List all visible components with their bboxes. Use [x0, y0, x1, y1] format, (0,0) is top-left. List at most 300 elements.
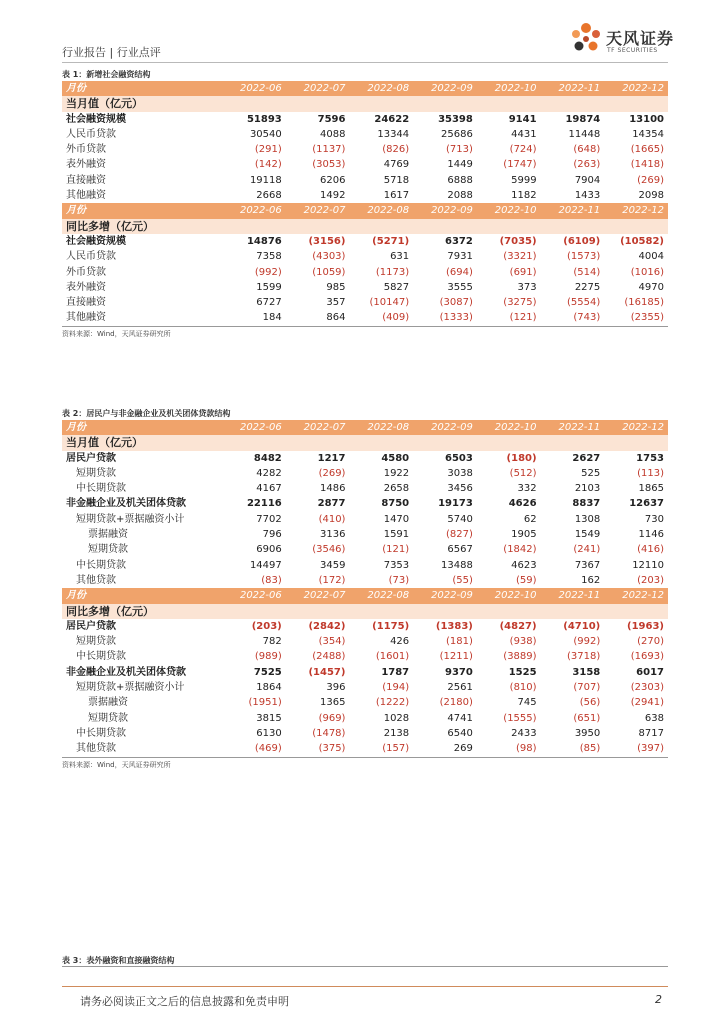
row-label: 中长期贷款	[76, 483, 126, 495]
value-cell: (1175)	[372, 620, 410, 632]
table-row	[62, 680, 668, 695]
value-cell: 985	[326, 281, 346, 293]
value-cell: 25686	[441, 128, 473, 140]
value-cell: 3456	[447, 483, 473, 495]
value-cell: 22116	[246, 498, 282, 510]
table-row	[62, 234, 668, 249]
value-cell: (354)	[318, 636, 346, 648]
value-cell: 19874	[565, 113, 601, 125]
value-cell: (85)	[541, 741, 605, 757]
value-cell: 3038	[447, 467, 473, 479]
table-row	[62, 695, 668, 710]
value-cell: 35398	[438, 113, 473, 125]
value-cell: 8717	[638, 727, 664, 739]
table-row	[62, 280, 668, 295]
value-cell: 3815	[256, 712, 282, 724]
value-cell: (172)	[318, 574, 346, 586]
value-cell: 1525	[508, 666, 537, 678]
month-header-row	[62, 203, 668, 218]
section-header-row	[62, 96, 668, 111]
value-cell: 6503	[445, 452, 473, 464]
value-cell: 1599	[256, 281, 282, 293]
value-cell: 4580	[381, 452, 410, 464]
value-cell: 631	[390, 251, 410, 263]
table-row	[62, 481, 668, 496]
value-cell: 11448	[568, 128, 601, 140]
row-label: 人民币贷款	[66, 128, 116, 140]
value-cell: 4741	[447, 712, 473, 724]
value-cell: (3718)	[567, 651, 601, 663]
table2-grid	[62, 420, 668, 758]
value-cell: (291)	[254, 144, 282, 156]
section-header-row	[62, 219, 668, 234]
value-cell: (203)	[251, 620, 282, 632]
value-cell: 1905	[511, 529, 537, 541]
header-divider	[62, 62, 668, 63]
value-cell: (1665)	[630, 144, 664, 156]
value-cell: 6888	[447, 174, 473, 186]
value-cell: (826)	[382, 144, 410, 156]
value-cell: 7367	[574, 559, 601, 571]
value-cell: (691)	[509, 266, 537, 278]
table1-grid	[62, 81, 668, 327]
month-header-cell: 2022-06	[222, 203, 286, 218]
value-cell: (743)	[541, 310, 605, 326]
value-cell: 4626	[508, 498, 537, 510]
value-cell: 864	[286, 310, 350, 326]
value-cell: (1222)	[375, 697, 410, 709]
value-cell: (1747)	[503, 159, 537, 171]
value-cell: 2433	[511, 727, 537, 739]
table1-source: 资料来源：Wind，天风证券研究所	[62, 329, 171, 338]
value-cell: 1433	[574, 190, 601, 202]
value-cell: (4827)	[499, 620, 537, 632]
value-cell: 1753	[636, 452, 664, 464]
value-cell: (83)	[261, 574, 282, 586]
row-label: 短期贷款	[76, 467, 116, 479]
month-header-cell: 2022-06	[222, 81, 286, 96]
value-cell: 2877	[317, 498, 346, 510]
brand-name-en: TF SECURITIES	[607, 47, 658, 54]
month-header-cell: 2022-11	[541, 588, 605, 603]
value-cell: 7596	[317, 113, 346, 125]
table-row	[62, 265, 668, 280]
footer-divider	[62, 986, 668, 987]
value-cell: (1137)	[312, 144, 346, 156]
brand-name: 天风证券	[606, 29, 675, 48]
table-row	[62, 310, 668, 326]
value-cell: 6017	[636, 666, 664, 678]
table-row	[62, 249, 668, 264]
value-cell: (3321)	[503, 251, 537, 263]
table-row	[62, 112, 668, 127]
value-cell: (1333)	[413, 310, 477, 326]
month-header-label: 月份	[62, 588, 222, 603]
table-row	[62, 558, 668, 573]
month-header-cell: 2022-09	[413, 203, 477, 218]
value-cell: (5554)	[567, 297, 601, 309]
value-cell: 269	[413, 741, 477, 757]
value-cell: (2355)	[604, 310, 668, 326]
value-cell: 12637	[629, 498, 664, 510]
value-cell: (3889)	[503, 651, 537, 663]
value-cell: (203)	[637, 574, 664, 586]
month-header-cell: 2022-06	[222, 420, 286, 435]
value-cell: 8482	[253, 452, 282, 464]
value-cell: 3136	[320, 529, 346, 541]
row-label: 表外融资	[66, 281, 106, 293]
value-cell: 51893	[246, 113, 282, 125]
value-cell: (4303)	[312, 251, 346, 263]
value-cell: 162	[581, 574, 601, 586]
value-cell: 1591	[383, 529, 410, 541]
table-row	[62, 142, 668, 157]
value-cell: (181)	[445, 636, 473, 648]
value-cell: 2088	[447, 190, 473, 202]
table-row	[62, 451, 668, 466]
section-header-row	[62, 604, 668, 619]
row-label: 直接融资	[66, 174, 106, 186]
value-cell: 3950	[574, 727, 601, 739]
value-cell: (59)	[516, 574, 537, 586]
month-header-cell: 2022-12	[604, 203, 668, 218]
value-cell: 13344	[377, 128, 410, 140]
value-cell: 4088	[320, 128, 346, 140]
value-cell: (514)	[573, 266, 601, 278]
value-cell: (992)	[573, 636, 601, 648]
value-cell: 9370	[445, 666, 473, 678]
value-cell: 19173	[438, 498, 473, 510]
row-label: 短期贷款	[76, 636, 116, 648]
value-cell: (2303)	[630, 682, 664, 694]
value-cell: 7353	[383, 559, 410, 571]
value-cell: (512)	[509, 467, 537, 479]
value-cell: 184	[222, 310, 286, 326]
value-cell: (410)	[318, 513, 346, 525]
table-row	[62, 295, 668, 310]
month-header-cell: 2022-10	[477, 588, 541, 603]
value-cell: 1217	[317, 452, 346, 464]
value-cell: (989)	[254, 651, 282, 663]
value-cell: 7931	[447, 251, 473, 263]
row-label: 直接融资	[66, 297, 106, 309]
value-cell: 782	[262, 636, 282, 648]
value-cell: (269)	[318, 467, 346, 479]
month-header-label: 月份	[62, 81, 222, 96]
value-cell: (5271)	[372, 235, 410, 247]
value-cell: (3546)	[312, 544, 346, 556]
row-label: 其他贷款	[76, 574, 116, 586]
value-cell: 2103	[574, 483, 601, 495]
value-cell: (1016)	[630, 266, 664, 278]
value-cell: (724)	[509, 144, 537, 156]
value-cell: (4710)	[563, 620, 601, 632]
value-cell: 5827	[383, 281, 410, 293]
brand-logo	[566, 18, 676, 58]
value-cell: 2561	[447, 682, 473, 694]
month-header-cell: 2022-07	[286, 81, 350, 96]
value-cell: (938)	[509, 636, 537, 648]
month-header-cell: 2022-12	[604, 81, 668, 96]
table-row	[62, 711, 668, 726]
value-cell: 7702	[256, 513, 282, 525]
value-cell: 4431	[511, 128, 537, 140]
disclaimer: 请务必阅读正文之后的信息披露和免责申明	[80, 995, 289, 1008]
value-cell: 5740	[447, 513, 473, 525]
value-cell: (2180)	[439, 697, 473, 709]
row-label: 表外融资	[66, 159, 106, 171]
value-cell: (416)	[637, 544, 664, 556]
month-header-label: 月份	[62, 203, 222, 218]
month-header-cell: 2022-07	[286, 588, 350, 603]
row-label: 其他贷款	[62, 741, 222, 757]
value-cell: (651)	[573, 712, 601, 724]
value-cell: (707)	[573, 682, 601, 694]
value-cell: (56)	[579, 697, 601, 709]
value-cell: (121)	[477, 310, 541, 326]
value-cell: (1383)	[435, 620, 473, 632]
table-row	[62, 527, 668, 542]
section-header-label: 同比多增（亿元）	[62, 604, 668, 619]
value-cell: (1418)	[630, 159, 664, 171]
value-cell: (1059)	[312, 266, 346, 278]
table-row	[62, 127, 668, 142]
table-row	[62, 542, 668, 557]
value-cell: 19118	[249, 174, 282, 186]
value-cell: 4769	[383, 159, 410, 171]
value-cell: 13488	[441, 559, 473, 571]
value-cell: 8750	[381, 498, 410, 510]
row-label: 中长期贷款	[76, 559, 126, 571]
value-cell: 1308	[574, 513, 601, 525]
row-label: 居民户贷款	[66, 620, 116, 632]
value-cell: (113)	[637, 467, 664, 479]
value-cell: 6372	[445, 235, 473, 247]
month-header-row	[62, 81, 668, 96]
value-cell: 2627	[572, 452, 601, 464]
section-header-label: 同比多增（亿元）	[62, 219, 668, 234]
value-cell: (992)	[254, 266, 282, 278]
value-cell: 332	[517, 483, 537, 495]
table2	[62, 407, 668, 770]
value-cell: 4167	[256, 483, 282, 495]
value-cell: 30540	[249, 128, 282, 140]
value-cell: (469)	[222, 741, 286, 757]
table-row	[62, 496, 668, 511]
value-cell: 8837	[572, 498, 601, 510]
value-cell: (269)	[637, 174, 664, 186]
month-header-cell: 2022-08	[349, 203, 413, 218]
table-row	[62, 665, 668, 680]
month-header-cell: 2022-12	[604, 588, 668, 603]
table-row	[62, 619, 668, 634]
value-cell: 1617	[383, 190, 410, 202]
value-cell: 4623	[511, 559, 537, 571]
value-cell: 426	[390, 636, 410, 648]
value-cell: (1693)	[630, 651, 664, 663]
value-cell: 1865	[638, 483, 664, 495]
row-label: 人民币贷款	[66, 251, 116, 263]
value-cell: 1182	[511, 190, 537, 202]
value-cell: 2098	[638, 190, 664, 202]
value-cell: (2488)	[312, 651, 346, 663]
value-cell: 3459	[320, 559, 346, 571]
table3-caption: 表 3：表外融资和直接融资结构	[62, 956, 175, 965]
month-header-cell: 2022-11	[541, 203, 605, 218]
month-header-cell: 2022-10	[477, 203, 541, 218]
month-header-cell: 2022-11	[541, 420, 605, 435]
table-row	[62, 741, 668, 757]
value-cell: (98)	[477, 741, 541, 757]
value-cell: 1449	[447, 159, 473, 171]
row-label: 中长期贷款	[76, 727, 126, 739]
value-cell: (3053)	[312, 159, 346, 171]
table2-source: 资料来源：Wind，天风证券研究所	[62, 760, 171, 769]
value-cell: 796	[262, 529, 282, 541]
value-cell: 1146	[638, 529, 664, 541]
section-header-label: 当月值（亿元）	[62, 96, 668, 111]
month-header-cell: 2022-08	[349, 420, 413, 435]
value-cell: 13100	[629, 113, 664, 125]
month-header-cell: 2022-09	[413, 81, 477, 96]
value-cell: (1173)	[375, 266, 410, 278]
value-cell: 1549	[574, 529, 601, 541]
value-cell: 6567	[447, 544, 473, 556]
value-cell: 4004	[638, 251, 664, 263]
section-header-label: 当月值（亿元）	[62, 435, 668, 450]
table-row	[62, 726, 668, 741]
table-row	[62, 649, 668, 664]
value-cell: (2842)	[308, 620, 346, 632]
value-cell: 638	[644, 712, 664, 724]
month-header-cell: 2022-09	[413, 420, 477, 435]
brand-flower-icon	[566, 18, 606, 58]
month-header-label: 月份	[62, 420, 222, 435]
value-cell: (1842)	[503, 544, 537, 556]
value-cell: 2668	[256, 190, 282, 202]
value-cell: 525	[581, 467, 601, 479]
row-label: 外币贷款	[66, 144, 106, 156]
value-cell: 6727	[256, 297, 282, 309]
table-row	[62, 512, 668, 527]
row-label: 中长期贷款	[76, 651, 126, 663]
section-header-row	[62, 435, 668, 450]
value-cell: (16185)	[624, 297, 664, 309]
table-row	[62, 173, 668, 188]
value-cell: (3156)	[308, 235, 346, 247]
value-cell: (3087)	[439, 297, 473, 309]
month-header-cell: 2022-06	[222, 588, 286, 603]
table-row	[62, 573, 668, 588]
value-cell: 7358	[256, 251, 282, 263]
value-cell: 1028	[383, 712, 410, 724]
row-label: 非金融企业及机关团体贷款	[66, 666, 186, 678]
value-cell: (6109)	[563, 235, 601, 247]
value-cell: (713)	[445, 144, 473, 156]
row-label: 居民户贷款	[66, 452, 116, 464]
value-cell: 1787	[381, 666, 410, 678]
value-cell: (180)	[506, 452, 537, 464]
month-header-cell: 2022-07	[286, 203, 350, 218]
table-row	[62, 157, 668, 172]
value-cell: 1492	[320, 190, 346, 202]
month-header-cell: 2022-08	[349, 81, 413, 96]
value-cell: (263)	[573, 159, 601, 171]
value-cell: (1457)	[308, 666, 346, 678]
row-label: 短期贷款	[88, 712, 128, 724]
value-cell: 3555	[447, 281, 473, 293]
month-header-cell: 2022-12	[604, 420, 668, 435]
value-cell: 2138	[383, 727, 410, 739]
value-cell: (827)	[445, 529, 473, 541]
row-label: 其他融资	[66, 190, 106, 202]
row-label: 票据融资	[88, 529, 128, 541]
value-cell: 7525	[253, 666, 282, 678]
report-category: 行业报告 | 行业点评	[62, 46, 161, 59]
row-label: 其他融资	[62, 310, 222, 326]
value-cell: 14876	[246, 235, 282, 247]
value-cell: (10147)	[369, 297, 410, 309]
month-header-cell: 2022-08	[349, 588, 413, 603]
value-cell: 373	[517, 281, 537, 293]
month-header-cell: 2022-09	[413, 588, 477, 603]
value-cell: (375)	[286, 741, 350, 757]
value-cell: (1951)	[248, 697, 282, 709]
value-cell: 2275	[574, 281, 601, 293]
value-cell: 5999	[511, 174, 537, 186]
row-label: 非金融企业及机关团体贷款	[66, 498, 186, 510]
value-cell: 14354	[632, 128, 664, 140]
value-cell: 1864	[256, 682, 282, 694]
value-cell: (3275)	[503, 297, 537, 309]
value-cell: 7904	[574, 174, 601, 186]
value-cell: 24622	[374, 113, 410, 125]
value-cell: 4970	[638, 281, 664, 293]
value-cell: (194)	[382, 682, 410, 694]
value-cell: (969)	[318, 712, 346, 724]
value-cell: (142)	[254, 159, 282, 171]
value-cell: (241)	[573, 544, 601, 556]
value-cell: (409)	[349, 310, 413, 326]
table-row	[62, 188, 668, 203]
value-cell: (810)	[509, 682, 537, 694]
row-label: 票据融资	[88, 697, 128, 709]
value-cell: 730	[644, 513, 664, 525]
page-number: 2	[655, 993, 662, 1006]
month-header-row	[62, 420, 668, 435]
month-header-cell: 2022-10	[477, 420, 541, 435]
value-cell: 6130	[256, 727, 282, 739]
value-cell: 3158	[572, 666, 601, 678]
value-cell: 2658	[383, 483, 410, 495]
table2-caption: 表 2：居民户与非金融企业及机关团体贷款结构	[62, 409, 231, 418]
value-cell: (1573)	[567, 251, 601, 263]
table1	[62, 68, 668, 339]
value-cell: 5718	[383, 174, 410, 186]
value-cell: 1922	[383, 467, 410, 479]
value-cell: 12110	[632, 559, 664, 571]
value-cell: (397)	[604, 741, 668, 757]
value-cell: 6206	[320, 174, 346, 186]
month-header-cell: 2022-11	[541, 81, 605, 96]
row-label: 短期贷款+票据融资小计	[76, 682, 185, 694]
value-cell: 357	[326, 297, 346, 309]
value-cell: (7035)	[499, 235, 537, 247]
value-cell: (694)	[445, 266, 473, 278]
value-cell: (55)	[452, 574, 473, 586]
value-cell: (121)	[382, 544, 410, 556]
value-cell: (2941)	[630, 697, 664, 709]
